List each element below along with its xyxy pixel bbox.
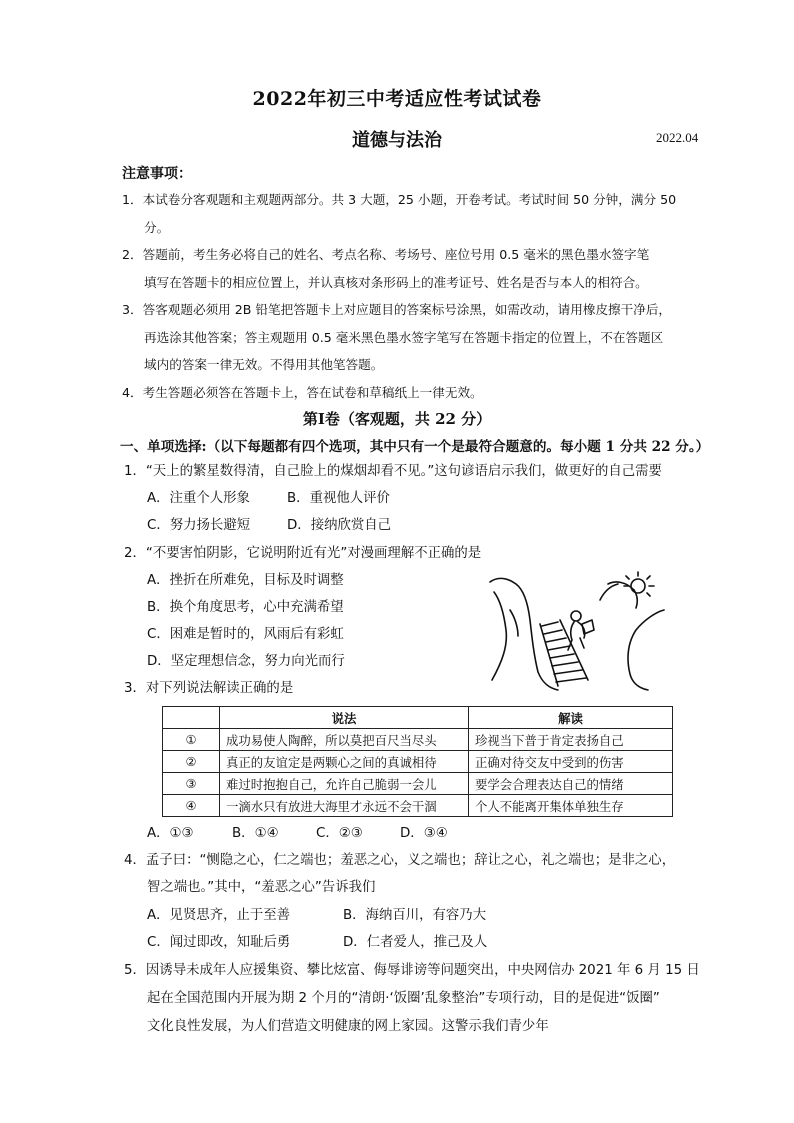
notice-line: 2．答题前，考生务必将自己的姓名、考点名称、考场号、座位号用 0.5 毫米的黑色墨水签字笔 [122,247,650,262]
cartoon-illustration [488,570,666,692]
exam-date: 2022.04 [656,130,699,145]
question-2-stem: 2．“不要害怕阴影，它说明附近有光”对漫画理解不正确的是 [124,546,482,561]
question-4-stem-cont: 智之端也。”其中，“羞恶之心”告诉我们 [147,880,376,895]
question-3-option-b: B．①④ [232,826,279,841]
table-cell: ③ [163,773,220,795]
notice-line: 1．本试卷分客观题和主观题两部分。共 3 大题，25 小题，开卷考试。考试时间 50 分钟，满分 50 [122,192,677,207]
question-4-option-c: C．闻过即改，知耻后勇 [147,935,291,950]
exam-title: 2022年初三中考适应性考试试卷 [252,88,542,110]
question-3-stem: 3．对下列说法解读正确的是 [124,681,294,696]
table-cell: 成功易使人陶醉，所以莫把百尺当尽头 [220,729,469,751]
table-row [163,751,673,773]
notice-line: 域内的答案一律无效。不得用其他笔答题。 [144,357,384,372]
question-5-stem-cont: 起在全国范围内开展为期 2 个月的“清朗·‘饭圈’乱象整治”专项行动，目的是促进“饭圈” [147,991,660,1006]
question-4-stem: 4．孟子曰：“恻隐之心，仁之端也；羞恶之心，义之端也；辞让之心，礼之端也；是非之心， [124,853,676,868]
question-1-stem: 1．“天上的繁星数得清，自己脸上的煤烟却看不见。”这句谚语启示我们，做更好的自己需要 [124,464,662,479]
question-2-option-d: D．坚定理想信念，努力向光而行 [147,654,345,669]
table-row [163,729,673,751]
table-cell: ② [163,751,220,773]
table-cell: ④ [163,795,220,817]
table-header-cell [163,707,220,729]
notice-line: 填写在答题卡的相应位置上，并认真核对条形码上的准考证号、姓名是否与本人的相符合。 [144,274,648,290]
table-cell: 难过时抱抱自己，允许自己脆弱一会儿 [220,773,469,795]
table-header-cell: 解读 [469,707,673,729]
notice-list [122,186,722,406]
question-3-option-c: C．②③ [316,826,363,841]
notice-line: 分。 [144,219,170,235]
question-3-option-d: D．③④ [400,826,448,841]
section-title: 第Ⅰ卷（客观题，共 22 分） [302,410,492,428]
table-header-row [163,707,673,729]
question-2-option-b: B．换个角度思考，心中充满希望 [147,600,344,615]
question-1-option-c: C．努力扬长避短 [147,518,251,533]
question-4-option-a: A．见贤思齐，止于至善 [147,908,291,923]
question-4-option-b: B．海纳百川，有容乃大 [343,908,487,923]
table-cell: 真正的友谊定是两颗心之间的真诚相待 [220,751,469,773]
table-row [163,795,673,817]
question-4-option-d: D．仁者爱人，推己及人 [343,935,488,950]
question-3-table [162,706,673,817]
table-header-cell: 说法 [220,707,469,729]
subject-title: 道德与法治 [352,130,442,151]
question-1-option-a: A．注重个人形象 [147,491,250,506]
table-cell: 一滴水只有放进大海里才永远不会干涸 [220,795,469,817]
question-5-stem: 5．因诱导未成年人应援集资、攀比炫富、侮辱诽谤等问题突出，中央网信办 2021 年 6 月 15 日 [124,963,700,978]
table-cell: ① [163,729,220,751]
table-cell: 正确对待交友中受到的伤害 [469,751,673,773]
notice-line: 4．考生答题必须答在答题卡上，答在试卷和草稿纸上一律无效。 [122,384,483,400]
question-5-stem-cont: 文化良性发展，为人们营造文明健康的网上家园。这警示我们青少年 [147,1019,549,1034]
table-cell: 个人不能离开集体单独生存 [469,795,673,817]
notice-line: 3．答客观题必须用 2B 铅笔把答题卡上对应题目的答案标号涂黑，如需改动，请用橡皮擦干净后， [122,302,672,317]
question-1-option-d: D．接纳欣赏自己 [287,518,392,533]
part-heading: 一、单项选择:（以下每题都有四个选项，其中只有一个是最符合题意的。每小题 1 分共 22 分。） [120,439,710,455]
table-cell: 要学会合理表达自己的情绪 [469,773,673,795]
table-cell: 珍视当下普于肯定表扬自己 [469,729,673,751]
question-3-option-a: A．①③ [147,826,194,841]
question-1-option-b: B．重视他人评价 [287,491,390,506]
notice-heading: 注意事项： [122,166,192,182]
table-row [163,773,673,795]
question-2-option-c: C．困难是暂时的，风雨后有彩虹 [147,627,344,642]
question-2-option-a: A．挫折在所难免，目标及时调整 [147,573,344,588]
notice-line: 再选涂其他答案；答主观题用 0.5 毫米黑色墨水签字笔写在答题卡指定的位置上，不在答题区 [144,329,664,345]
